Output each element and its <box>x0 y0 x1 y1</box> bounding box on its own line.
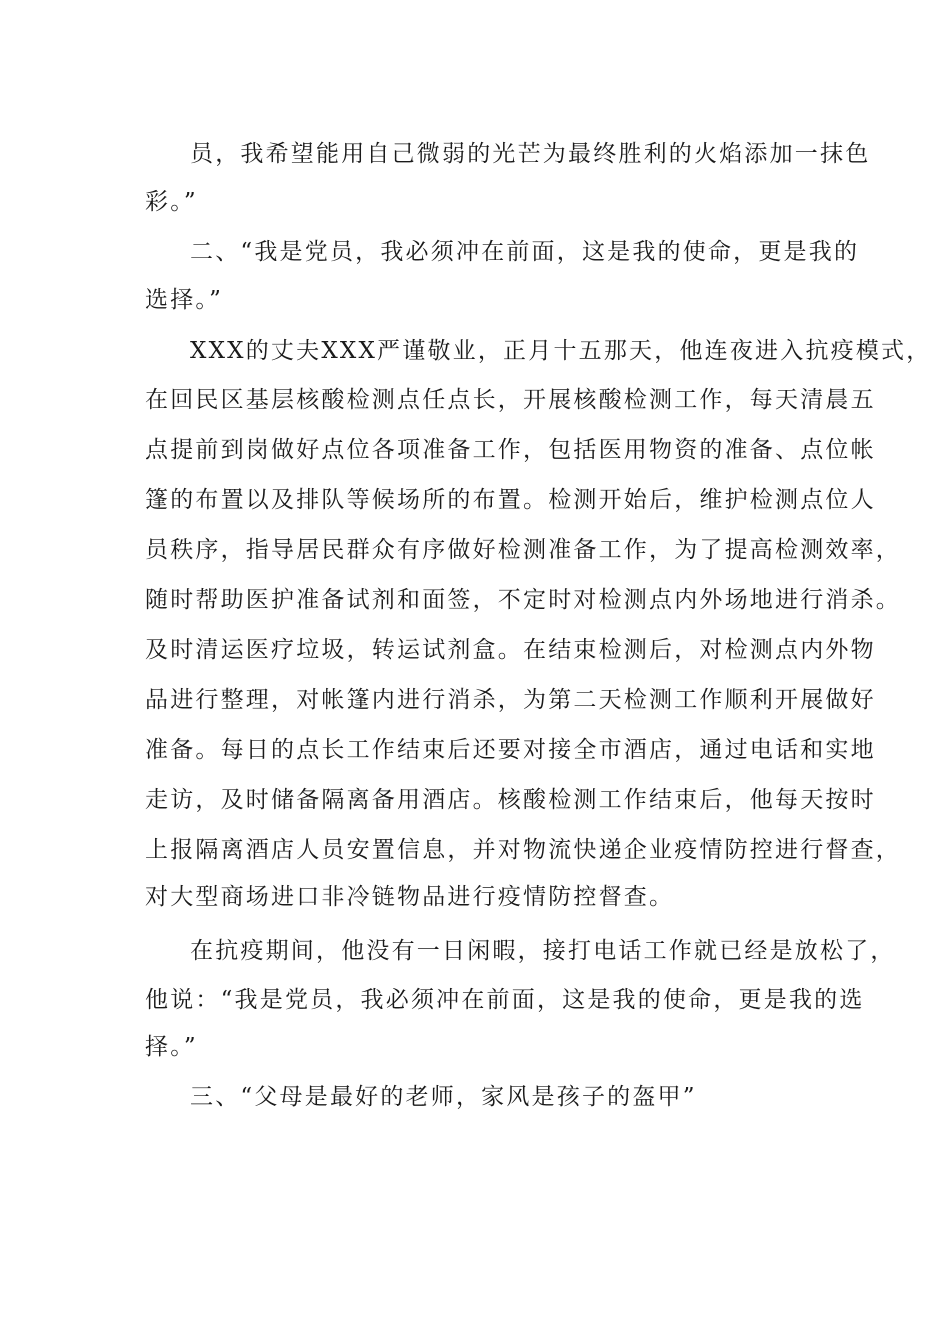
text-line: 品进行整理，对帐篷内进行消杀，为第二天检测工作顺利开展做好 <box>145 687 876 713</box>
text-line: 在回民区基层核酸检测点任点长，开展核酸检测工作，每天清晨五 <box>145 387 876 413</box>
text-line: 走访，及时储备隔离备用酒店。核酸检测工作结束后，他每天按时 <box>145 787 876 813</box>
text-line: 在抗疫期间，他没有一日闲暇，接打电话工作就已经是放松了， <box>190 938 896 964</box>
text-line: 彩。” <box>145 189 198 215</box>
text-line: 随时帮助医护准备试剂和面签，不定时对检测点内外场地进行消杀。 <box>145 587 901 613</box>
text-line: 对大型商场进口非冷链物品进行疫情防控督查。 <box>145 884 675 910</box>
text-line: 员秩序，指导居民群众有序做好检测准备工作，为了提高检测效率， <box>145 537 901 563</box>
section-heading: 选择。” <box>145 287 224 313</box>
text-line: XXX的丈夫XXX严谨敬业，正月十五那天，他连夜进入抗疫模式， <box>190 338 932 364</box>
text-line: 篷的布置以及排队等候场所的布置。检测开始后，维护检测点位人 <box>145 487 876 513</box>
text-line: 上报隔离酒店人员安置信息，并对物流快递企业疫情防控进行督查， <box>145 837 901 863</box>
text-line: 员，我希望能用自己微弱的光芒为最终胜利的火焰添加一抹色 <box>190 141 871 167</box>
text-line: 他说：“我是党员，我必须冲在前面，这是我的使命，更是我的选 <box>145 987 865 1013</box>
text-line: 点提前到岗做好点位各项准备工作，包括医用物资的准备、点位帐 <box>145 437 876 463</box>
section-heading: 二、“我是党员，我必须冲在前面，这是我的使命，更是我的 <box>190 239 860 265</box>
text-line: 准备。每日的点长工作结束后还要对接全市酒店，通过电话和实地 <box>145 737 876 763</box>
text-line: 及时清运医疗垃圾，转运试剂盒。在结束检测后，对检测点内外物 <box>145 637 876 663</box>
section-heading: 三、“父母是最好的老师，家风是孩子的盔甲” <box>190 1084 697 1110</box>
text-line: 择。” <box>145 1034 198 1060</box>
